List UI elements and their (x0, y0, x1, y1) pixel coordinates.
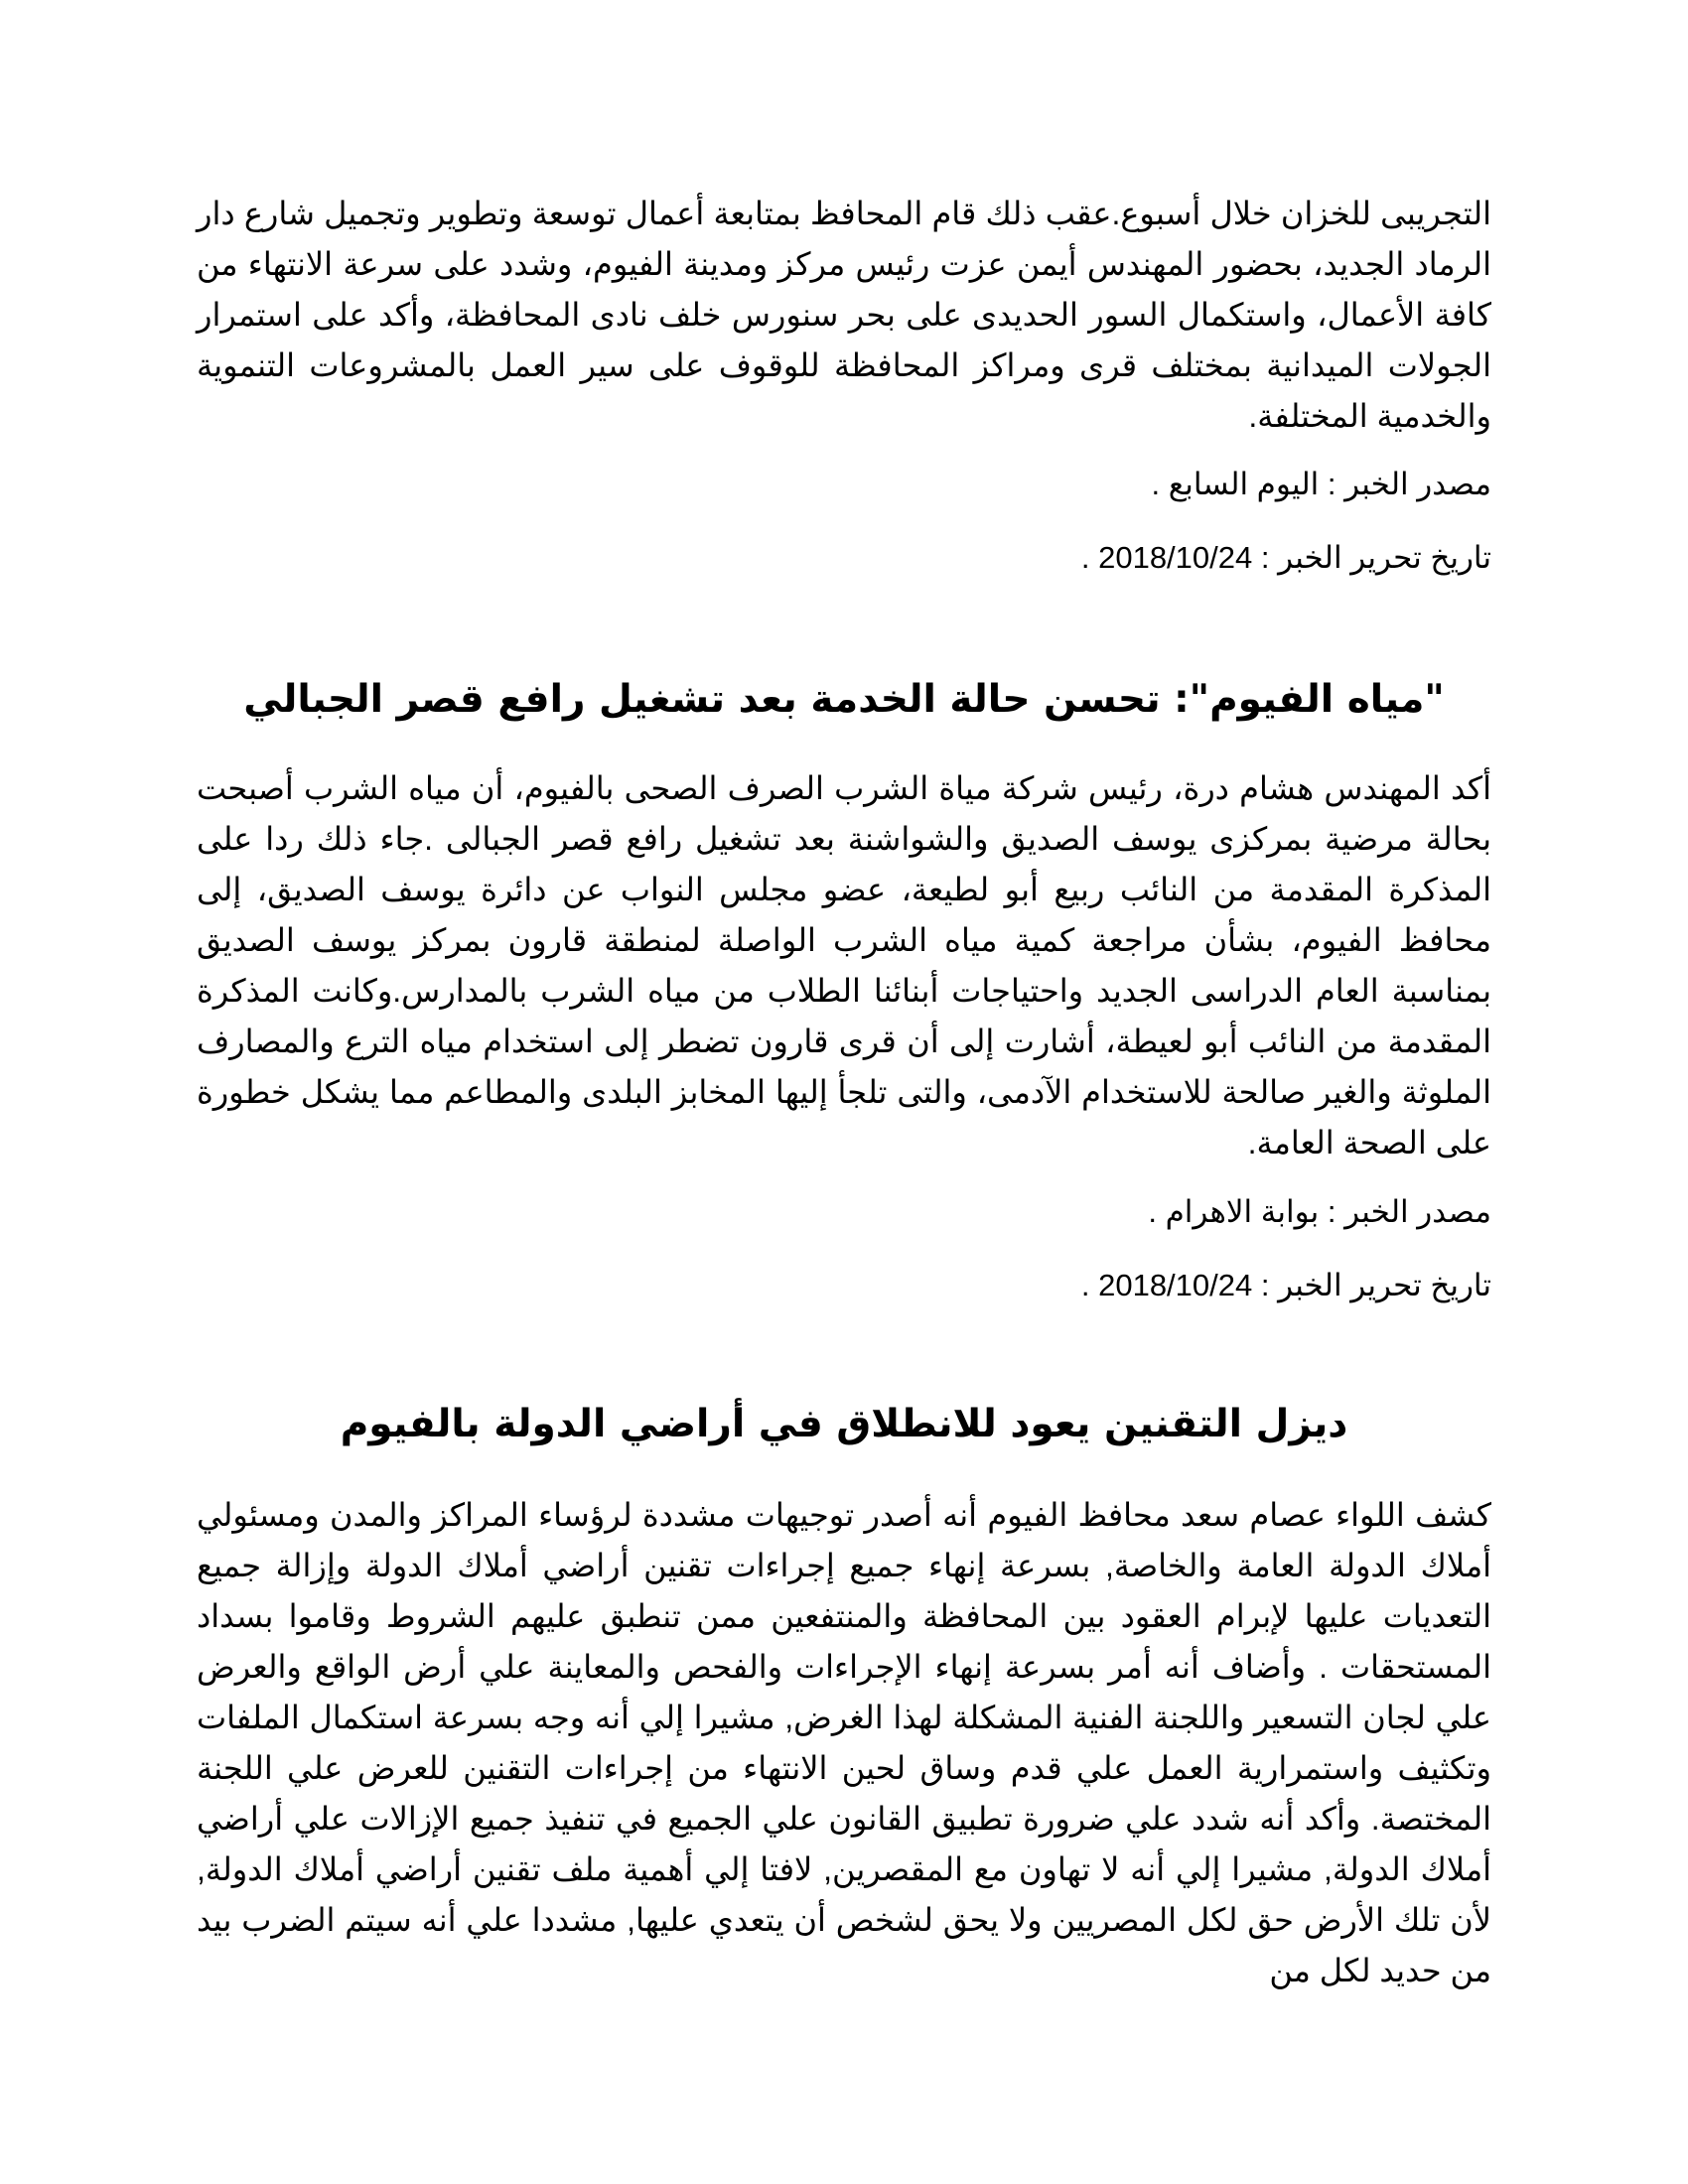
article-3-body: كشف اللواء عصام سعد محافظ الفيوم أنه أصدر توجيهات مشددة لرؤساء المراكز والمدن ومسئولي أملاك الدولة العامة والخاصة, بسرعة إنهاء جميع إجراءات تقنين أراضي أملاك الدولة وإزالة جميع التعديات عليها لإبرام العقود بين المحافظة والمنتفعين ممن تنطبق عليهم الشروط وقاموا بسداد المستحقات . وأضاف أنه أمر بسرعة إنهاء الإجراءات والفحص والمعاينة علي أرض الواقع والعرض علي لجان التسعير واللجنة الفنية المشكلة لهذا الغرض, مشيرا إلي أنه وجه بسرعة استكمال الملفات وتكثيف واستمرارية العمل علي قدم وساق لحين الانتهاء من إجراءات التقنين للعرض علي اللجنة المختصة. وأكد أنه شدد علي ضرورة تطبيق القانون علي الجميع في تنفيذ جميع الإزالات علي أراضي أملاك الدولة, مشيرا إلي أنه لا تهاون مع المقصرين, لافتا إلي أهمية ملف تقنين أراضي أملاك الدولة, لأن تلك الأرض حق لكل المصريين ولا يحق لشخص أن يتعدي عليها, مشددا علي أنه سيتم الضرب بيد من حديد لكل من (197, 1497, 1491, 1988)
article-2-date: تاريخ تحرير الخبر : 2018/10/24 . (1080, 1268, 1491, 1302)
article-1-source: مصدر الخبر : اليوم السابع . (1151, 467, 1491, 501)
article-2-body: أكد المهندس هشام درة، رئيس شركة مياة الشرب الصرف الصحى بالفيوم، أن مياه الشرب أصبحت بحالة مرضية بمركزى يوسف الصديق والشواشنة بعد تشغيل رافع قصر الجبالى .جاء ذلك ردا على المذكرة المقدمة من النائب ربيع أبو لطيعة، عضو مجلس النواب عن دائرة يوسف الصديق، إلى محافظ الفيوم، بشأن مراجعة كمية مياه الشرب الواصلة لمنطقة قارون بمركز يوسف الصديق بمناسبة العام الدراسى الجديد واحتياجات أبنائنا الطلاب من مياه الشرب بالمدارس.وكانت المذكرة المقدمة من النائب أبو لعيطة، أشارت إلى أن قرى قارون تضطر إلى استخدام مياه الترع والمصارف الملوثة والغير صالحة للاستخدام الآدمى، والتى تلجأ إليها المخابز البلدى والمطاعم مما يشكل خطورة على الصحة العامة. (197, 770, 1492, 1160)
article-3-title: ديزل التقنين يعود للانطلاق في أراضي الدولة بالفيوم (340, 1402, 1348, 1446)
document-page (197, 189, 1491, 1996)
article-2-source: مصدر الخبر : بوابة الاهرام . (1148, 1194, 1491, 1229)
article-1-body: التجريبى للخزان خلال أسبوع.عقب ذلك قام المحافظ بمتابعة أعمال توسعة وتطوير وتجميل شارع دار الرماد الجديد، بحضور المهندس أيمن عزت رئيس مركز ومدينة الفيوم، وشدد على سرعة الانتهاء من كافة الأعمال، واستكمال السور الحديدى على بحر سنورس خلف نادى المحافظة، وأكد على استمرار الجولات الميدانية بمختلف قرى ومراكز المحافظة للوقوف على سير العمل بالمشروعات التنموية والخدمية المختلفة. (197, 196, 1491, 434)
article-1-date: تاريخ تحرير الخبر : 2018/10/24 . (1080, 540, 1491, 575)
article-2-title: "مياه الفيوم": تحسن حالة الخدمة بعد تشغيل رافع قصر الجبالي (243, 677, 1445, 722)
